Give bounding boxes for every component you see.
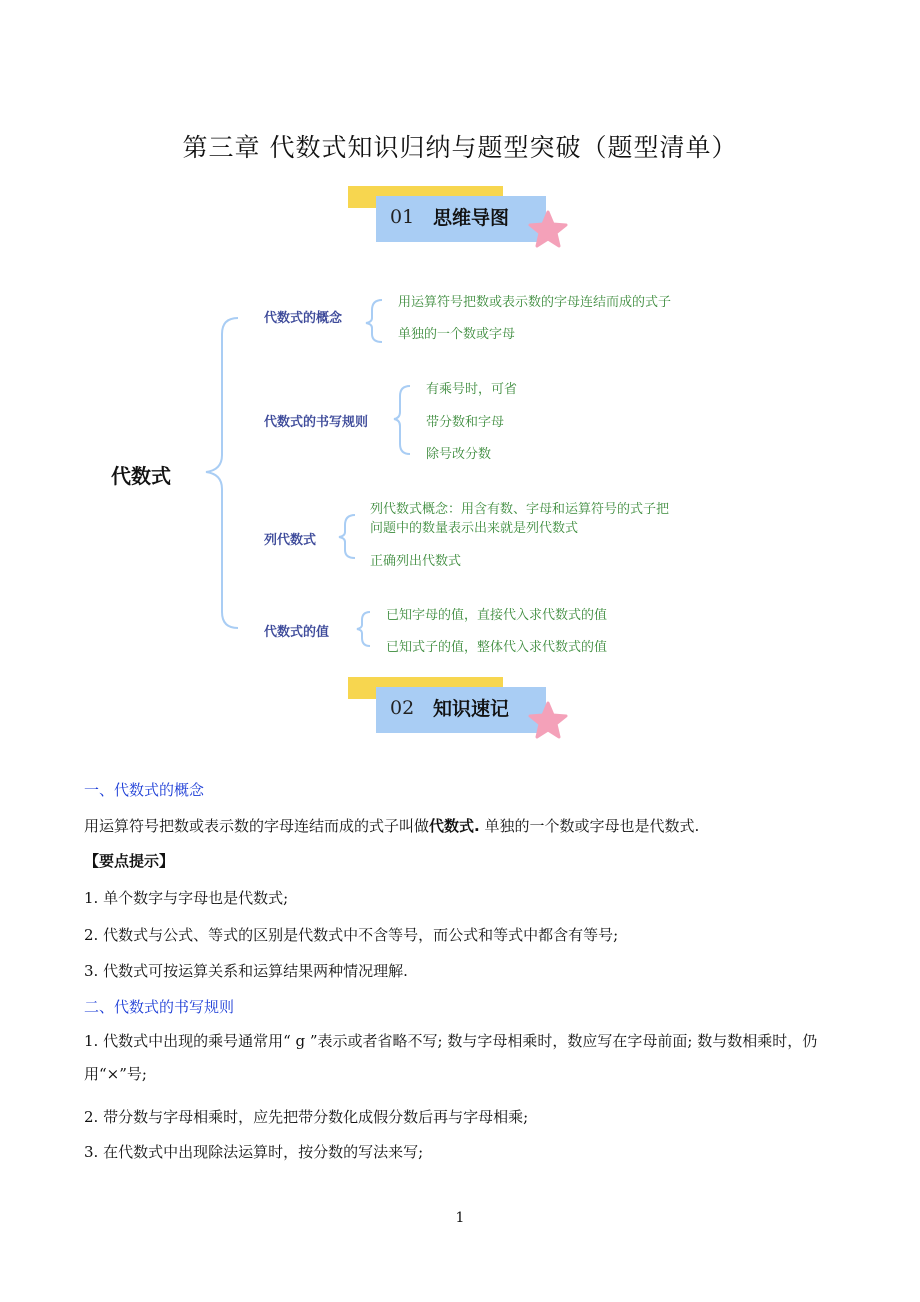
list-item: 3. 在代数式中出现除法运算时，按分数的写法来写; <box>84 1143 424 1161</box>
mindmap-branch-listing: 列代数式 <box>264 533 317 548</box>
mindmap-root: 代数式 <box>111 464 171 488</box>
mindmap-leaf: 用运算符号把数或表示数的字母连结而成的式子 <box>398 295 672 310</box>
mindmap-leaf: 列代数式概念：用含有数、字母和运算符号的式子把 <box>370 502 670 517</box>
list-item: 2. 带分数与字母相乘时，应先把带分数化成假分数后再与字母相乘; <box>84 1108 529 1126</box>
tip-heading: 【要点提示】 <box>84 852 175 870</box>
definition-paragraph <box>84 815 699 836</box>
list-item: 3. 代数式可按运算关系和运算结果两种情况理解. <box>84 962 408 980</box>
mindmap-leaf: 除号改分数 <box>426 447 492 462</box>
section-heading: 二、代数式的书写规则 <box>84 998 235 1016</box>
section-banner-notes <box>348 677 568 741</box>
mindmap-leaf: 单独的一个数或字母 <box>398 327 516 342</box>
banner-number: 02 <box>390 697 415 719</box>
page-number: 1 <box>455 1210 465 1226</box>
list-item: 1. 代数式中出现的乘号通常用“ g ”表示或者省略不写; 数与字母相乘时，数应写在字母前面; 数与数相乘时，仍用“×”号; <box>84 1032 818 1083</box>
definition-keyword: 代数式. <box>429 817 480 835</box>
list-item: 2. 代数式与公式、等式的区别是代数式中不含等号，而公式和等式中都含有等号; <box>84 926 619 944</box>
mindmap-leaf: 正确列出代数式 <box>370 554 462 569</box>
mindmap-branch-writing-rules: 代数式的书写规则 <box>264 415 369 430</box>
mindmap-branch-value: 代数式的值 <box>264 625 330 640</box>
mindmap-branch-concept: 代数式的概念 <box>264 311 343 326</box>
mindmap-leaf: 已知式子的值，整体代入求代数式的值 <box>386 640 608 655</box>
mindmap-leaf: 带分数和字母 <box>426 415 505 430</box>
definition-text-tail: 单独的一个数或字母也是代数式. <box>479 817 700 835</box>
mindmap-leaf: 有乘号时，可省 <box>426 382 518 397</box>
banner-number: 01 <box>390 206 415 228</box>
mindmap-leaf: 问题中的数量表示出来就是列代数式 <box>370 521 579 536</box>
mindmap-leaf: 已知字母的值，直接代入求代数式的值 <box>386 608 608 623</box>
section-heading: 一、代数式的概念 <box>84 781 205 799</box>
star-icon <box>528 701 568 739</box>
definition-text: 用运算符号把数或表示数的字母连结而成的式子叫做 <box>84 817 430 835</box>
list-item: 1. 单个数字与字母也是代数式; <box>84 889 289 907</box>
banner-label: 知识速记 <box>433 698 510 720</box>
banner-label: 思维导图 <box>433 207 510 229</box>
page-title: 第三章 代数式知识归纳与题型突破（题型清单） <box>182 133 738 162</box>
